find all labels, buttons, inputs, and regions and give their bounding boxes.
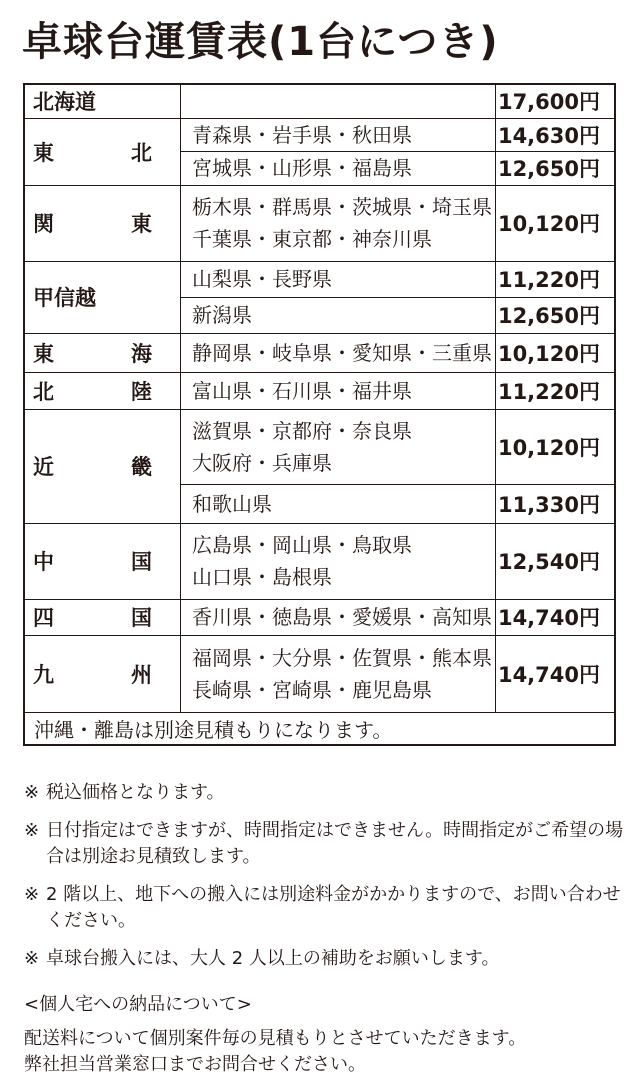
price-cell: 14,630円 (496, 118, 615, 151)
region-cell: 東 海 (24, 333, 181, 372)
region-cell: 東 北 (24, 118, 181, 185)
prefecture-cell (181, 409, 496, 484)
region-cell: 甲信越 (24, 261, 181, 333)
section-heading: <個人宅への納品について> (24, 994, 252, 1015)
region-cell: 北 陸 (24, 372, 181, 409)
prefecture-cell (181, 84, 496, 118)
prefecture-cell (181, 185, 496, 261)
okinawa-note: 沖縄・離島は別途見積もりになります。 (24, 712, 615, 745)
note-mark: ※ (24, 820, 40, 841)
note-item (24, 780, 624, 806)
table-row (24, 84, 615, 118)
price-cell: 12,650円 (496, 151, 615, 185)
region-cell: 中 国 (24, 523, 181, 599)
prefecture-cell: 和歌山県 (181, 484, 496, 523)
prefecture-line: 福岡県・大分県・佐賀県・熊本県 (192, 645, 492, 670)
price-cell: 11,220円 (496, 372, 615, 409)
table-row (24, 523, 615, 599)
region-cell: 四 国 (24, 599, 181, 635)
prefecture-line: 滋賀県・京都府・奈良県 (192, 418, 412, 443)
note-item (24, 882, 624, 934)
note-mark: ※ (24, 782, 40, 803)
table-row (24, 599, 615, 635)
prefecture-cell (181, 523, 496, 599)
prefecture-cell: 宮城県・山形県・福島県 (181, 151, 496, 185)
table-row (24, 635, 615, 712)
price-cell: 11,330円 (496, 484, 615, 523)
price-cell: 17,600円 (496, 84, 615, 118)
table-row (24, 409, 615, 484)
price-cell: 10,120円 (496, 333, 615, 372)
prefecture-cell: 山梨県・長野県 (181, 261, 496, 297)
region-cell: 関 東 (24, 185, 181, 261)
region-cell: 北海道 (24, 84, 181, 118)
table-row (24, 261, 615, 297)
prefecture-cell: 静岡県・岐阜県・愛知県・三重県 (181, 333, 496, 372)
notes-section (24, 780, 624, 1072)
table-row (24, 118, 615, 151)
table-row (24, 333, 615, 372)
table-row (24, 372, 615, 409)
prefecture-cell: 新潟県 (181, 297, 496, 333)
price-cell: 10,120円 (496, 409, 615, 484)
note-text: 2 階以上、地下への搬入には別途料金がかかりますので、お問い合わせください。 (46, 884, 621, 931)
note-item (24, 818, 624, 870)
price-cell: 10,120円 (496, 185, 615, 261)
region-cell: 九 州 (24, 635, 181, 712)
rate-table (23, 83, 616, 746)
prefecture-line: 大阪府・兵庫県 (192, 450, 332, 475)
note-text: 卓球台搬入には、大人 2 人以上の補助をお願いします。 (46, 948, 500, 969)
page-title: 卓球台運賃表(1台につき) (22, 19, 499, 65)
price-cell: 12,650円 (496, 297, 615, 333)
note-text: 税込価格となります。 (46, 782, 225, 803)
price-cell: 11,220円 (496, 261, 615, 297)
prefecture-line: 山口県・島根県 (192, 565, 332, 589)
prefecture-cell: 富山県・石川県・福井県 (181, 372, 496, 409)
price-cell: 14,740円 (496, 599, 615, 635)
table-row (24, 185, 615, 261)
price-cell: 12,540円 (496, 523, 615, 599)
note-mark: ※ (24, 884, 40, 905)
table-row (24, 712, 615, 745)
price-cell: 14,740円 (496, 635, 615, 712)
section-body: 配送料について個別案件毎の見積もりとさせていただきます。 弊社担当営業窓口までお問合せください。 (24, 1028, 527, 1072)
note-text: 日付指定はできますが、時間指定はできません。時間指定がご希望の場合は別途お見積致します。 (46, 820, 624, 867)
prefecture-line: 長崎県・宮崎県・鹿児島県 (192, 677, 432, 702)
prefecture-line: 栃木県・群馬県・茨城県・埼玉県 (192, 195, 492, 219)
prefecture-line: 千葉県・東京都・神奈川県 (192, 227, 432, 251)
prefecture-cell: 青森県・岩手県・秋田県 (181, 118, 496, 151)
note-item (24, 946, 624, 972)
prefecture-cell (181, 635, 496, 712)
note-mark: ※ (24, 948, 40, 969)
region-cell: 近 畿 (24, 409, 181, 523)
prefecture-cell: 香川県・徳島県・愛媛県・高知県 (181, 599, 496, 635)
prefecture-line: 広島県・岡山県・鳥取県 (192, 533, 412, 557)
